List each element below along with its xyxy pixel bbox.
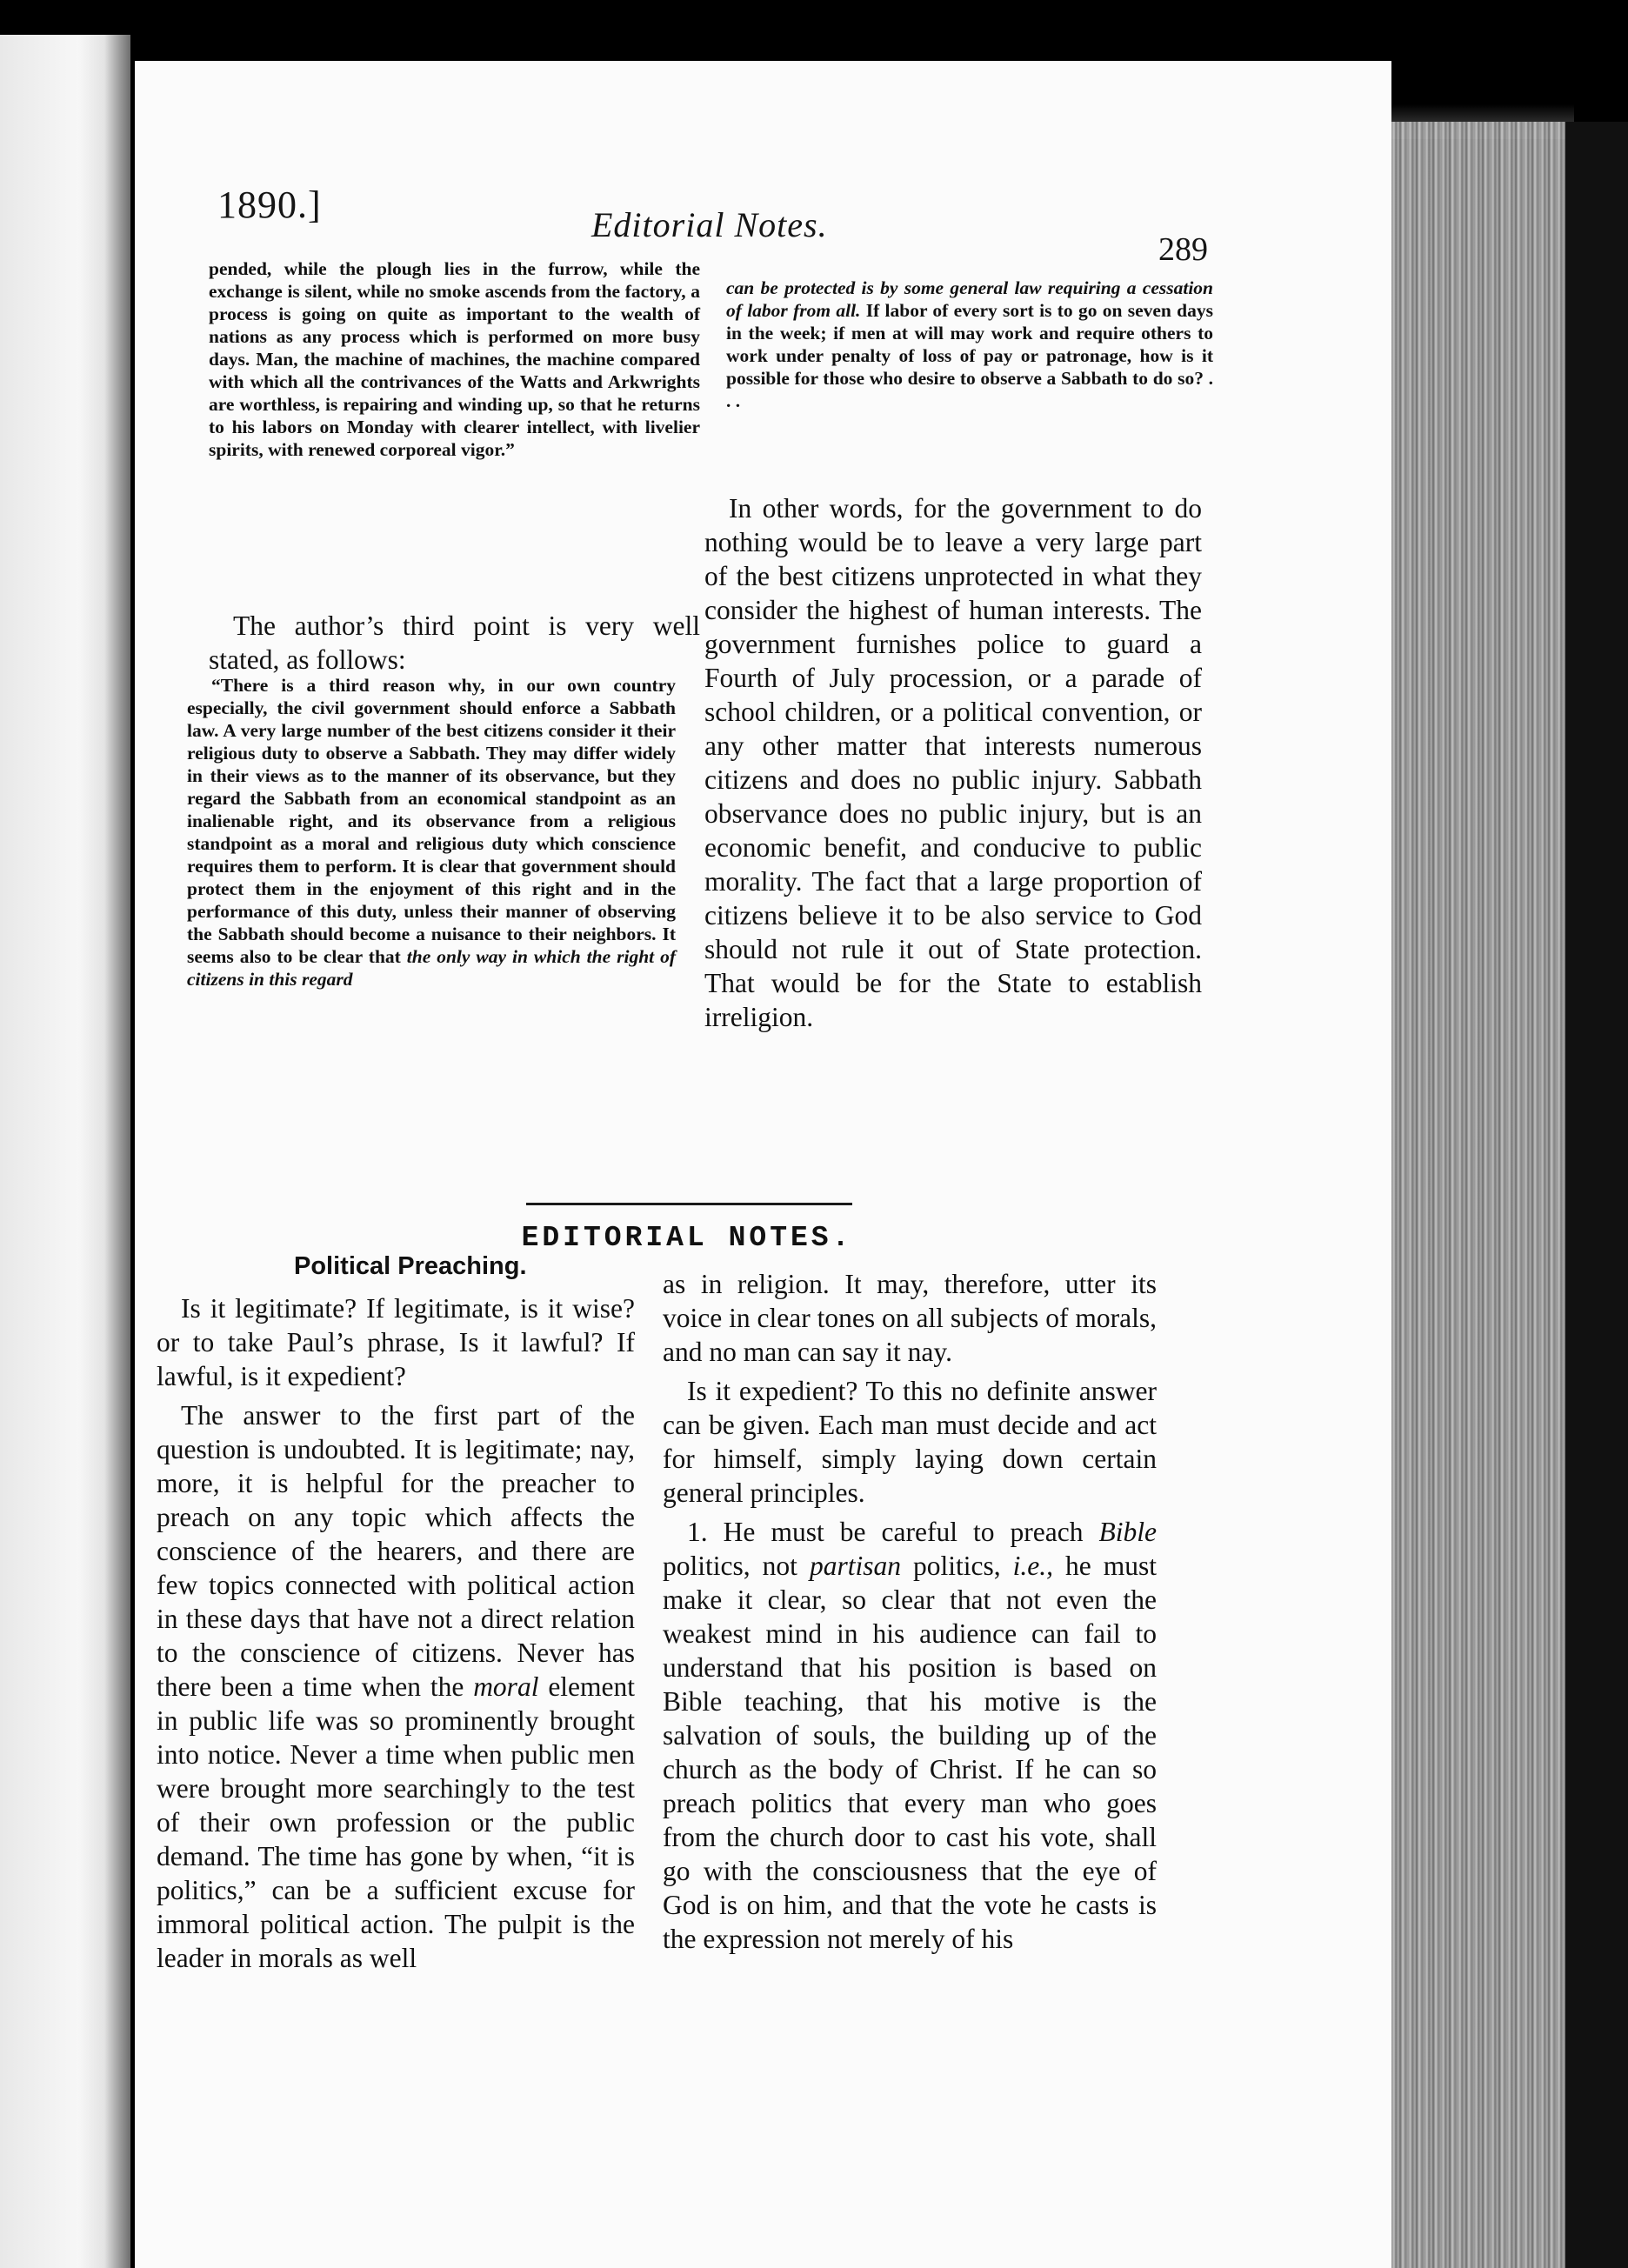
article-paragraph-2-part-b: element in public life was so prominently brought into notice. Never a time when public men were brought more searchingly to the test of their own profession or the public demand. The time has gone by when, “it is politics,” can be a sufficient excuse for immoral political action. The pulpit is the leader in morals as well — [157, 1671, 636, 1973]
conclusion-paragraph — [704, 491, 1202, 1034]
conclusion-text: In other words, for the government to do nothing would be to leave a very large part of the best citizens unprotected in what they consider the highest of human interests. The government furnishes police to guard a Fourth of July procession, or a parade of school children, or a political convention, or any other matter that interests numerous citizens and does no public injury. Sabbath observance does no public injury, but is an economic benefit, and conducive to public morality. The fact that a large proportion of citizens believe it to be also service to God should not rule it out of State protection. That would be for the State to establish irreligion. — [704, 493, 1202, 1032]
principle-1-d: he must make it clear, so clear that not even the weakest mind in his audience can fail to understand that his position is based on Bible teaching, that his motive is the salvation of souls, the building up of the church as the body of Christ. If he can so preach politics that every man who goes from the church door to cast his vote, shall go with the consciousness that the eye of God is on him, and that the vote he casts is the expression not merely of his — [663, 1551, 1158, 1954]
article-column-left — [157, 1291, 635, 1975]
third-point-quote-text: “There is a third reason why, in our own country especially, the civil government should enforce a Sabbath law. A very large number of the best citizens consider it their religious duty to observe a Sabbath. They may differ widely in their views as to the manner of its observance, but they regard the Sabbath from an economical standpoint as an inalienable right, and its observance from a religious standpoint as a moral and religious duty which conscience requires them to perform. It is clear that government should protect them in the enjoyment of this right and in the performance of this duty, unless their manner of observing the Sabbath should become a nuisance to their neighbors. It seems also to be clear that — [187, 675, 676, 967]
article-column-right — [663, 1267, 1157, 1956]
article-paragraph-2 — [157, 1398, 635, 1975]
quote-continuation — [209, 257, 700, 461]
ie-abbreviation: i.e., — [1012, 1551, 1054, 1581]
quote-conclusion — [726, 277, 1213, 412]
quote-conclusion-text: If labor of every sort is to go on seven days in the week; if men at will may work and require others to work under penalty of loss of pay or patronage, how is it possible for those who desire to observe a Sabbath to do so? . . . — [726, 300, 1214, 411]
article-heading: Political Preaching. — [294, 1252, 527, 1280]
bible-emphasis: Bible — [1098, 1517, 1157, 1547]
page-number: 289 — [1158, 231, 1208, 268]
third-point-intro — [209, 609, 700, 677]
third-point-quote-italic: the only way in which the right of citizens in this regard — [187, 946, 676, 990]
article-paragraph-1: Is it legitimate? If legitimate, is it wise? or to take Paul’s phrase, Is it lawful? If lawful, is it expedient? — [157, 1293, 635, 1391]
article-paragraph-2-part-a: The answer to the first part of the question is undoubted. It is legitimate; nay, more, it is helpful for the preacher to preach on any topic which affects the conscience of the hearers, and there are few topics connected with political action in these days that have not a direct relation to the conscience of citizens. Never has there been a time when the — [157, 1400, 635, 1702]
third-point-intro-text: The author’s third point is very well stated, as follows: — [209, 610, 700, 675]
section-heading: EDITORIAL NOTES. — [521, 1222, 853, 1254]
page-edges-stack — [1391, 122, 1574, 2268]
book-edge-dark — [1565, 122, 1628, 2268]
article-paragraph-3: as in religion. It may, therefore, utter its voice in clear tones on all subjects of morals, and no man can say it nay. — [663, 1269, 1157, 1367]
article-paragraph-4: Is it expedient? To this no definite answer can be given. Each man must decide and act for himself, simply laying down certain general principles. — [663, 1376, 1157, 1508]
quote-continuation-text: pended, while the plough lies in the furrow, while the exchange is silent, while no smoke ascends from the factory, a process is going on quite as important to the wealth of nations as any process which is performed on more busy days. Man, the machine of machines, the machine compared with which all the contrivances of the Watts and Arkwrights are worthless, is repairing and winding up, so that he returns to his labors on Monday with clearer intellect, with livelier spirits, with renewed corporeal vigor.” — [209, 258, 700, 460]
running-head-year: 1890.] — [217, 183, 322, 226]
principle-1-a: 1. He must be careful to preach — [687, 1517, 1084, 1547]
partisan-emphasis: partisan — [809, 1551, 901, 1581]
running-head-title: Editorial Notes. — [591, 205, 828, 244]
article-paragraph-5 — [663, 1515, 1157, 1956]
section-divider — [526, 1203, 852, 1205]
quote-conclusion-italic: can be protected is by some general law requiring a cessation of labor from all. — [726, 277, 1213, 321]
moral-emphasis: moral — [473, 1671, 539, 1702]
principle-1-c: politics, — [913, 1551, 1001, 1581]
principle-1-b: politics, not — [663, 1551, 797, 1581]
third-point-quote — [187, 674, 676, 991]
